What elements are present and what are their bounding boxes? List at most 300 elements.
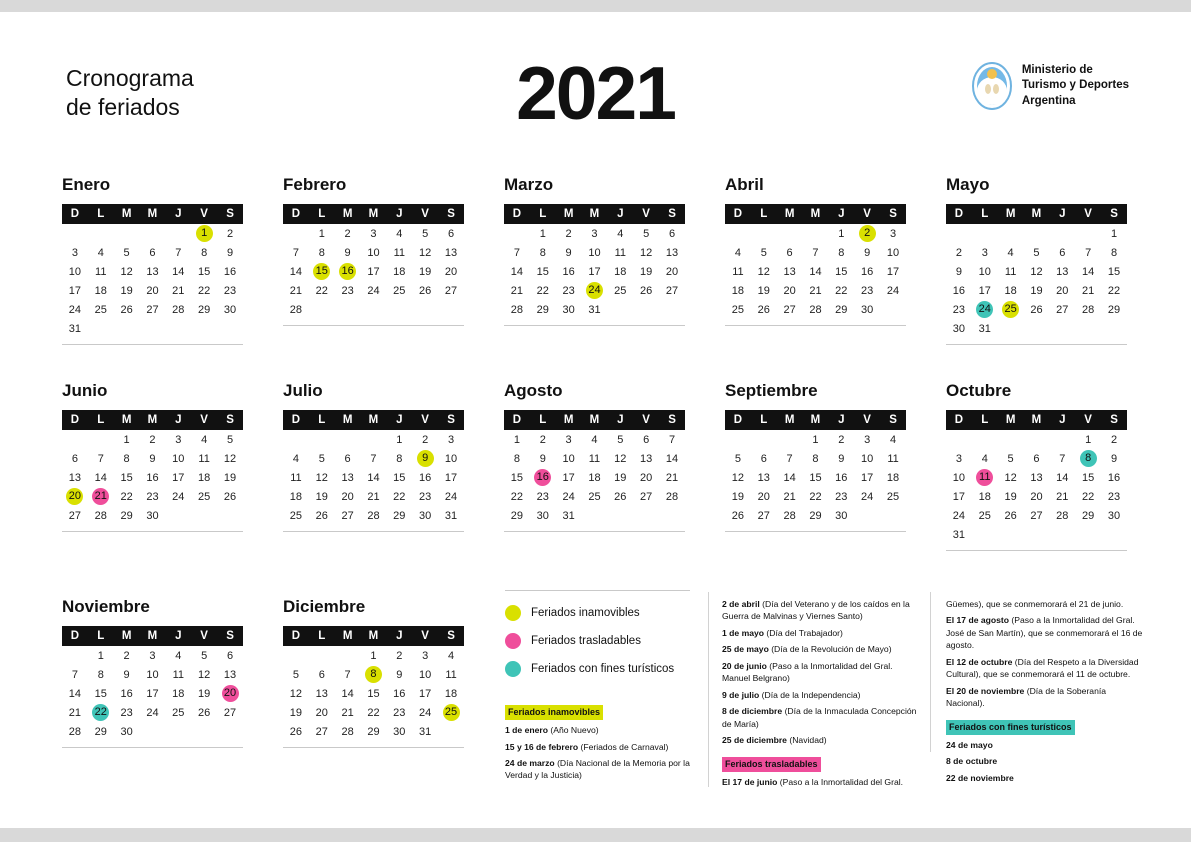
weekday-header: M — [361, 410, 387, 430]
week-row — [62, 684, 243, 703]
day-cell-empty — [283, 646, 309, 665]
day-cell: 22 — [393, 490, 406, 503]
day-cell: 19 — [289, 706, 303, 719]
day-cell: 9 — [565, 246, 572, 259]
year-heading: 2021 — [516, 51, 675, 135]
day-cell-empty — [777, 430, 803, 449]
day-cell-empty — [165, 319, 191, 338]
day-cell: 2 — [344, 227, 351, 240]
day-cell: 7 — [370, 452, 377, 465]
week-row — [504, 468, 685, 487]
day-cell: 23 — [223, 284, 237, 297]
month-marzo — [504, 175, 685, 345]
day-cell-empty — [659, 300, 685, 319]
day-cell: 25 — [289, 509, 303, 522]
day-cell: 27 — [640, 490, 653, 503]
day-cell: 21 — [783, 490, 796, 503]
day-cell-holiday — [1075, 449, 1101, 468]
weekday-header: M — [114, 204, 140, 224]
day-cell: 1 — [838, 227, 845, 240]
day-cell: 5 — [760, 246, 767, 259]
day-cell: 23 — [393, 706, 406, 719]
legend — [505, 590, 695, 689]
note-description: (Día del Veterano y de los caídos en la Guerra de Malvinas y Viernes Santo) — [722, 599, 910, 622]
day-cell: 12 — [614, 452, 627, 465]
day-cell: 24 — [419, 706, 432, 719]
day-cell: 1 — [1085, 433, 1092, 446]
day-cell: 17 — [146, 687, 159, 700]
week-row — [283, 243, 464, 262]
week-row — [62, 722, 243, 741]
week-row — [283, 281, 464, 300]
day-cell: 13 — [315, 687, 328, 700]
day-cell: 8 — [1110, 246, 1118, 259]
weekday-header: M — [335, 410, 361, 430]
week-row — [62, 281, 243, 300]
day-cell: 30 — [835, 509, 848, 522]
week-row — [946, 262, 1127, 281]
day-cell: 18 — [588, 471, 601, 484]
day-cell: 5 — [318, 452, 325, 465]
weekday-header: S — [438, 626, 464, 646]
day-cell: 4 — [1007, 246, 1014, 259]
day-cell: 3 — [175, 433, 182, 446]
day-cell: 21 — [809, 284, 822, 297]
day-cell: 12 — [315, 471, 328, 484]
day-cell: 3 — [565, 433, 572, 446]
day-cell: 29 — [198, 303, 211, 316]
weekday-header: J — [1049, 204, 1075, 224]
legend-label: Feriados inamovibles — [531, 607, 640, 619]
note-date: 15 y 16 de febrero — [505, 741, 579, 752]
note-date: 22 de noviembre — [946, 772, 1014, 783]
day-cell: 7 — [1085, 246, 1092, 259]
day-cell-empty — [1024, 430, 1050, 449]
weekday-header: D — [62, 626, 88, 646]
day-cell: 6 — [643, 433, 650, 446]
day-cell: 26 — [120, 303, 133, 316]
holiday-day-trasladable: 11 — [976, 469, 993, 486]
day-cell-holiday — [88, 703, 114, 722]
day-cell: 29 — [1082, 509, 1095, 522]
day-cell: 24 — [886, 284, 900, 297]
weekday-header: S — [438, 410, 464, 430]
day-cell: 27 — [783, 303, 796, 316]
day-cell: 5 — [1033, 246, 1040, 259]
weekday-header: M — [140, 626, 166, 646]
day-cell-empty — [1024, 319, 1050, 338]
day-cell-empty — [946, 430, 972, 449]
note-date: 1 de enero — [505, 725, 548, 736]
week-row — [725, 506, 906, 525]
day-cell: 10 — [419, 668, 432, 681]
day-cell-empty — [309, 300, 335, 319]
day-cell: 30 — [223, 303, 237, 316]
weekday-header: L — [88, 626, 114, 646]
day-cell: 9 — [539, 452, 546, 465]
weekday-header: J — [828, 204, 854, 224]
day-cell: 10 — [562, 452, 575, 465]
legend-rule — [505, 590, 690, 591]
day-cell: 25 — [588, 490, 601, 503]
day-cell: 20 — [1030, 490, 1043, 503]
day-cell: 8 — [318, 246, 325, 259]
weekday-header: J — [165, 204, 191, 224]
month-febrero — [283, 175, 464, 345]
weekday-header: V — [191, 204, 217, 224]
note-description: (Día del Respeto a la Diversidad Cultural), que se conmemorará el 11 de octubre. — [946, 656, 1139, 680]
day-cell-holiday — [335, 262, 361, 281]
weekday-header: L — [88, 204, 114, 224]
notes-heading-turisticos: Feriados con fines turísticos — [946, 720, 1075, 735]
day-cell: 13 — [444, 246, 458, 259]
day-cell: 5 — [1007, 452, 1014, 465]
week-row — [946, 449, 1127, 468]
day-cell: 17 — [562, 471, 575, 484]
day-cell: 14 — [510, 265, 524, 278]
day-cell-empty — [607, 300, 633, 319]
day-cell: 10 — [861, 452, 874, 465]
note-line — [722, 660, 917, 685]
week-row — [946, 281, 1127, 300]
note-description: (Día de la Revolución de Mayo) — [768, 644, 892, 655]
day-cell: 20 — [665, 265, 679, 278]
day-cell: 30 — [952, 322, 966, 335]
day-cell: 10 — [68, 265, 82, 278]
day-cell-empty — [438, 722, 464, 741]
month-rule — [283, 531, 464, 532]
day-cell: 18 — [198, 471, 211, 484]
day-cell: 25 — [978, 509, 991, 522]
day-cell: 17 — [419, 687, 432, 700]
day-cell: 1 — [97, 649, 104, 662]
note-description: (Paso a la Inmortalidad del Gral. Manuel Belgrano) — [722, 660, 893, 684]
note-line — [722, 627, 917, 639]
day-cell: 29 — [510, 509, 524, 522]
note-description: (Paso a la Inmortalidad del Gral. José de San Martín), que se conmemorará el 16 de agosto. — [946, 615, 1143, 651]
day-cell: 12 — [1004, 471, 1017, 484]
day-cell-empty — [361, 430, 387, 449]
holiday-day-inamovible: 2 — [859, 225, 876, 242]
day-cell-empty — [165, 722, 191, 741]
day-cell: 11 — [588, 452, 601, 465]
day-cell-empty — [854, 506, 880, 525]
day-cell-empty — [1049, 224, 1075, 243]
notes-column-2 — [722, 598, 917, 792]
week-row — [946, 243, 1127, 262]
day-cell: 17 — [367, 265, 380, 278]
note-line — [722, 734, 917, 746]
notes-heading-trasladables: Feriados trasladables — [722, 757, 821, 772]
holiday-day-trasladable: 16 — [534, 469, 551, 486]
weekday-header: J — [165, 626, 191, 646]
day-cell: 9 — [838, 452, 845, 465]
note-line — [946, 656, 1146, 681]
day-cell: 7 — [344, 668, 351, 681]
weekday-header: D — [725, 204, 751, 224]
day-cell: 14 — [68, 687, 82, 700]
weekday-header: J — [386, 204, 412, 224]
day-cell: 4 — [396, 227, 403, 240]
month-rule — [504, 325, 685, 326]
weekday-header: S — [1101, 204, 1127, 224]
weekday-header: M — [114, 410, 140, 430]
day-cell: 6 — [1059, 246, 1066, 259]
holiday-day-inamovible: 1 — [196, 225, 213, 242]
month-enero — [62, 175, 243, 345]
day-cell: 5 — [617, 433, 624, 446]
day-cell: 18 — [731, 284, 745, 297]
weekday-header: V — [633, 204, 659, 224]
legend-swatch-turistico — [505, 661, 521, 677]
weekday-header: D — [283, 626, 309, 646]
day-cell: 9 — [344, 246, 351, 259]
legend-swatch-trasladable — [505, 633, 521, 649]
day-cell: 2 — [226, 227, 234, 240]
day-cell-empty — [191, 319, 217, 338]
day-cell: 5 — [201, 649, 208, 662]
day-cell: 14 — [1056, 471, 1069, 484]
day-cell: 12 — [419, 246, 432, 259]
day-cell: 11 — [198, 452, 210, 465]
day-cell: 6 — [71, 452, 78, 465]
holiday-day-trasladable: 21 — [92, 488, 109, 505]
weekday-header: J — [386, 410, 412, 430]
day-cell: 16 — [419, 471, 432, 484]
weekday-header: L — [309, 204, 335, 224]
day-cell: 26 — [640, 284, 653, 297]
day-cell: 24 — [952, 509, 966, 522]
weekday-header: M — [361, 204, 387, 224]
day-cell: 19 — [198, 687, 211, 700]
weekday-header: V — [191, 626, 217, 646]
legend-item — [505, 605, 695, 621]
day-cell: 27 — [665, 284, 679, 297]
day-cell-empty — [607, 506, 633, 525]
day-cell: 5 — [643, 227, 650, 240]
day-cell: 22 — [536, 284, 549, 297]
day-cell: 28 — [665, 490, 679, 503]
legend-item — [505, 633, 695, 649]
weekday-header: M — [335, 204, 361, 224]
day-cell: 25 — [731, 303, 745, 316]
weekday-header: D — [62, 204, 88, 224]
month-table — [725, 410, 906, 525]
day-cell: 6 — [149, 246, 156, 259]
day-cell-empty — [114, 319, 140, 338]
day-cell: 21 — [68, 706, 82, 719]
day-cell-empty — [88, 319, 114, 338]
day-cell: 1 — [513, 433, 520, 446]
day-cell-empty — [972, 430, 998, 449]
note-line — [946, 739, 1146, 751]
weekday-header: M — [803, 204, 829, 224]
day-cell: 14 — [94, 471, 107, 484]
day-cell-empty — [309, 646, 335, 665]
day-cell: 19 — [757, 284, 770, 297]
day-cell: 21 — [367, 490, 380, 503]
day-cell: 13 — [223, 668, 237, 681]
day-cell: 16 — [835, 471, 848, 484]
day-cell: 9 — [123, 668, 130, 681]
week-row — [946, 224, 1127, 243]
week-row — [283, 487, 464, 506]
day-cell: 15 — [120, 471, 133, 484]
week-row — [946, 487, 1127, 506]
weekday-header: V — [191, 410, 217, 430]
weekday-header: S — [217, 626, 243, 646]
day-cell: 26 — [223, 490, 237, 503]
weekday-header: L — [751, 410, 777, 430]
month-rule — [725, 531, 906, 532]
holiday-day-inamovible: 20 — [66, 488, 83, 505]
notes-divider-left — [708, 592, 709, 787]
weekday-header: S — [659, 410, 685, 430]
day-cell-empty — [633, 300, 659, 319]
day-cell: 27 — [1056, 303, 1069, 316]
month-table — [504, 410, 685, 525]
day-cell: 15 — [536, 265, 549, 278]
day-cell: 17 — [172, 471, 185, 484]
day-cell: 29 — [94, 725, 107, 738]
day-cell-empty — [998, 224, 1024, 243]
week-row — [283, 684, 464, 703]
day-cell-empty — [361, 300, 387, 319]
note-date: El 17 de junio — [722, 776, 778, 787]
note-description: (Paso a la Inmortalidad del Gral. — [777, 776, 904, 787]
note-date: 24 de marzo — [505, 757, 555, 768]
note-line — [505, 724, 705, 736]
day-cell-empty — [62, 224, 88, 243]
day-cell-empty — [659, 506, 685, 525]
weekday-header: D — [946, 204, 972, 224]
week-row — [946, 430, 1127, 449]
day-cell-empty — [633, 506, 659, 525]
day-cell: 28 — [341, 725, 354, 738]
day-cell: 9 — [396, 668, 403, 681]
day-cell: 9 — [226, 246, 234, 259]
day-cell: 30 — [393, 725, 406, 738]
weekday-header: L — [751, 204, 777, 224]
day-cell: 4 — [591, 433, 598, 446]
month-noviembre — [62, 597, 243, 748]
day-cell: 26 — [1004, 509, 1017, 522]
day-cell: 7 — [292, 246, 299, 259]
month-title: Enero — [62, 175, 111, 194]
day-cell: 22 — [120, 490, 133, 503]
day-cell-empty — [283, 224, 309, 243]
day-cell: 15 — [393, 471, 406, 484]
day-cell-empty — [1101, 319, 1127, 338]
day-cell: 20 — [444, 265, 458, 278]
day-cell-empty — [1049, 319, 1075, 338]
month-diciembre — [283, 597, 464, 748]
day-cell: 8 — [812, 452, 819, 465]
note-line — [722, 643, 917, 655]
day-cell: 14 — [172, 265, 185, 278]
months-row — [62, 381, 1130, 561]
week-row — [62, 430, 243, 449]
week-row — [504, 281, 685, 300]
day-cell-holiday — [361, 665, 387, 684]
notes-divider-right — [930, 592, 931, 752]
day-cell: 2 — [838, 433, 845, 446]
month-rule — [946, 550, 1127, 551]
day-cell: 26 — [198, 706, 211, 719]
day-cell: 13 — [665, 246, 679, 259]
day-cell-empty — [140, 722, 166, 741]
day-cell: 24 — [68, 303, 82, 316]
day-cell-empty — [725, 430, 751, 449]
day-cell: 10 — [952, 471, 966, 484]
week-row — [725, 262, 906, 281]
day-cell: 15 — [367, 687, 380, 700]
day-cell: 30 — [1107, 509, 1121, 522]
week-row — [62, 243, 243, 262]
day-cell: 15 — [1107, 265, 1121, 278]
week-row — [725, 224, 906, 243]
day-cell: 4 — [889, 433, 897, 446]
weekday-header: M — [114, 626, 140, 646]
day-cell: 10 — [886, 246, 900, 259]
note-line — [946, 614, 1146, 651]
day-cell: 11 — [732, 265, 744, 278]
day-cell: 28 — [94, 509, 107, 522]
note-description: (Día del Trabajador) — [764, 627, 843, 638]
week-row — [283, 224, 464, 243]
day-cell: 23 — [120, 706, 133, 719]
day-cell: 28 — [172, 303, 185, 316]
day-cell-holiday — [530, 468, 556, 487]
month-title: Octubre — [946, 381, 1012, 400]
weekday-header: S — [659, 204, 685, 224]
day-cell: 18 — [172, 687, 185, 700]
weekday-header: S — [217, 204, 243, 224]
note-description: (Día de la Soberanía Nacional). — [946, 685, 1107, 709]
day-cell: 14 — [1082, 265, 1095, 278]
day-cell: 26 — [289, 725, 303, 738]
day-cell: 3 — [422, 649, 429, 662]
day-cell: 2 — [955, 246, 962, 259]
week-row — [283, 300, 464, 319]
day-cell: 18 — [444, 687, 458, 700]
day-cell: 25 — [614, 284, 627, 297]
day-cell: 27 — [68, 509, 82, 522]
day-cell: 23 — [341, 284, 354, 297]
week-row — [62, 224, 243, 243]
note-date: 2 de abril — [722, 599, 760, 609]
notes-heading-inamovibles: Feriados inamovibles — [505, 705, 603, 720]
weekday-header: M — [556, 410, 582, 430]
note-date: 8 de octubre — [946, 756, 998, 767]
weekday-header: D — [504, 410, 530, 430]
day-cell: 15 — [1082, 471, 1095, 484]
day-cell: 27 — [315, 725, 328, 738]
day-cell: 27 — [341, 509, 354, 522]
note-line — [946, 772, 1146, 784]
day-cell: 7 — [812, 246, 819, 259]
day-cell: 26 — [614, 490, 627, 503]
day-cell: 8 — [539, 246, 546, 259]
note-description: (Feriados de Carnaval) — [578, 741, 669, 752]
weekday-header: D — [62, 410, 88, 430]
day-cell-empty — [88, 430, 114, 449]
day-cell: 12 — [223, 452, 237, 465]
day-cell: 19 — [315, 490, 328, 503]
day-cell: 5 — [734, 452, 741, 465]
day-cell: 6 — [760, 452, 767, 465]
day-cell: 7 — [1059, 452, 1066, 465]
